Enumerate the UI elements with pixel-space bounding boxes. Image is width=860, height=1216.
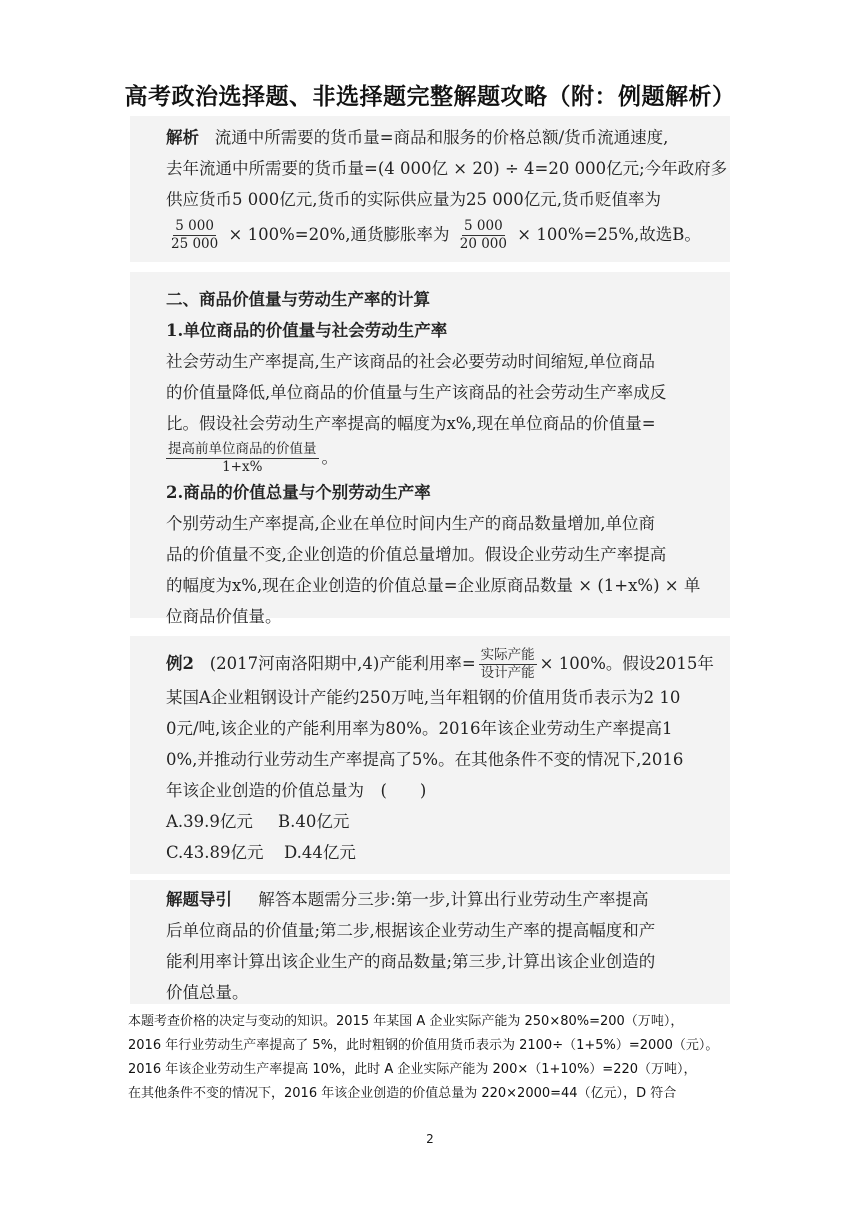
example-line-2: 某国A企业粗钢设计产能约250万吨,当年粗钢的价值用货币表示为2 10: [166, 688, 681, 707]
subheading-1: 1.单位商品的价值量与社会劳动生产率: [166, 321, 448, 340]
guide-line-1: 解题导引 解答本题需分三步:第一步,计算出行业劳动生产率提高: [166, 890, 649, 909]
option-b: B.40亿元: [278, 812, 350, 831]
example-line-1: 例2 (2017河南洛阳期中,4)产能利用率= $\frac{\text{实际产能}}{\text{设计产能}}$ × 100%。假设2015年: [166, 647, 714, 681]
fraction-capacity-utilization: $\frac{\text{实际产能}}{\text{设计产能}}$: [480, 647, 535, 681]
options-row-2: [166, 837, 716, 868]
analysis-line-4: $\frac{5 000}{25 000}$ × 100%=20%,通货膨胀率为 $\frac{5 000}{20 000}$ × 100%=25%,故选B。: [171, 218, 701, 252]
document-title: 高考政治选择题、非选择题完整解题攻略（附：例题解析）: [124, 84, 736, 110]
analysis-line-1: [166, 122, 716, 153]
analysis-line-3: 供应货币5 000亿元,货币的实际供应量为25 000亿元,货币贬值率为: [166, 190, 661, 209]
formula-line: $\frac{\text{提高前单位商品的价值量}}{1+x\%}$ 。: [168, 441, 338, 475]
subheading-2: 2.商品的价值总量与个别劳动生产率: [166, 483, 431, 502]
paragraph-1-line-1: 社会劳动生产率提高,生产该商品的社会必要劳动时间缩短,单位商品: [166, 352, 655, 371]
guide-line-3: 能利用率计算出该企业生产的商品数量;第三步,计算出该企业创造的: [166, 952, 656, 971]
analysis-block-1: [130, 116, 730, 262]
example-line-4: 0%,并推动行业劳动生产率提高了5%。在其他条件不变的情况下,2016: [166, 750, 684, 769]
option-d: D.44亿元: [284, 843, 356, 862]
example-line-5: 年该企业创造的价值总量为 ( ): [166, 781, 427, 800]
paragraph-2-line-4: 位商品价值量。: [166, 607, 282, 626]
analysis-text: 流通中所需要的货币量=商品和服务的价格总额/货币流通速度,: [214, 128, 669, 147]
theory-block: [130, 272, 730, 626]
analysis-label: 解析: [166, 128, 199, 147]
guide-block: [130, 880, 730, 1004]
options-row-1: [166, 806, 716, 837]
paragraph-2-line-1: 个别劳动生产率提高,企业在单位时间内生产的商品数量增加,单位商: [166, 514, 655, 533]
paragraph-1-line-3: 比。假设社会劳动生产率提高的幅度为x%,现在单位商品的价值量=: [166, 414, 656, 433]
explanation-line-1: 本题考查价格的决定与变动的知识。2015 年某国 A 企业实际产能为 250×80%=200（万吨），: [128, 1014, 684, 1029]
example-line-3: 0元/吨,该企业的产能利用率为80%。2016年该企业劳动生产率提高1: [166, 719, 673, 738]
guide-line-2: 后单位商品的价值量;第二步,根据该企业劳动生产率的提高幅度和产: [166, 921, 656, 940]
option-c: C.43.89亿元: [166, 843, 264, 862]
guide-label: 解题导引: [166, 890, 232, 909]
analysis-line-2: 去年流通中所需要的货币量=(4 000亿 × 20) ÷ 4=20 000亿元;今年政府多: [166, 159, 728, 178]
paragraph-2-line-3: 的幅度为x%,现在企业创造的价值总量=企业原商品数量 × (1+x%) × 单: [166, 576, 701, 595]
explanation-line-3: 2016 年该企业劳动生产率提高 10%，此时 A 企业实际产能为 200×（1+10%）=220（万吨），: [128, 1062, 697, 1077]
example-label: 例2: [166, 654, 194, 673]
explanation-line-4: 在其他条件不变的情况下，2016 年该企业创造的价值总量为 220×2000=44（亿元），D 符合: [128, 1086, 677, 1101]
option-a: A.39.9亿元: [166, 812, 253, 831]
fraction-unit-value: $\frac{\text{提高前单位商品的价值量}}{1+x\%}$: [168, 441, 317, 475]
page-number: 2: [426, 1132, 434, 1146]
section-heading: 二、商品价值量与劳动生产率的计算: [166, 290, 430, 309]
fraction-devaluation: $\frac{5 000}{25 000}$: [171, 218, 219, 252]
guide-line-4: 价值总量。: [166, 983, 249, 1002]
explanation-line-2: 2016 年行业劳动生产率提高了 5%，此时粗钢的价值用货币表示为 2100÷（1+5%）=2000（元）。: [128, 1038, 719, 1053]
paragraph-2-line-2: 品的价值量不变,企业创造的价值总量增加。假设企业劳动生产率提高: [166, 545, 667, 564]
paragraph-1-line-2: 的价值量降低,单位商品的价值量与生产该商品的社会劳动生产率成反: [166, 383, 667, 402]
fraction-inflation: $\frac{5 000}{20 000}$: [459, 218, 507, 252]
example-block: [130, 636, 730, 874]
